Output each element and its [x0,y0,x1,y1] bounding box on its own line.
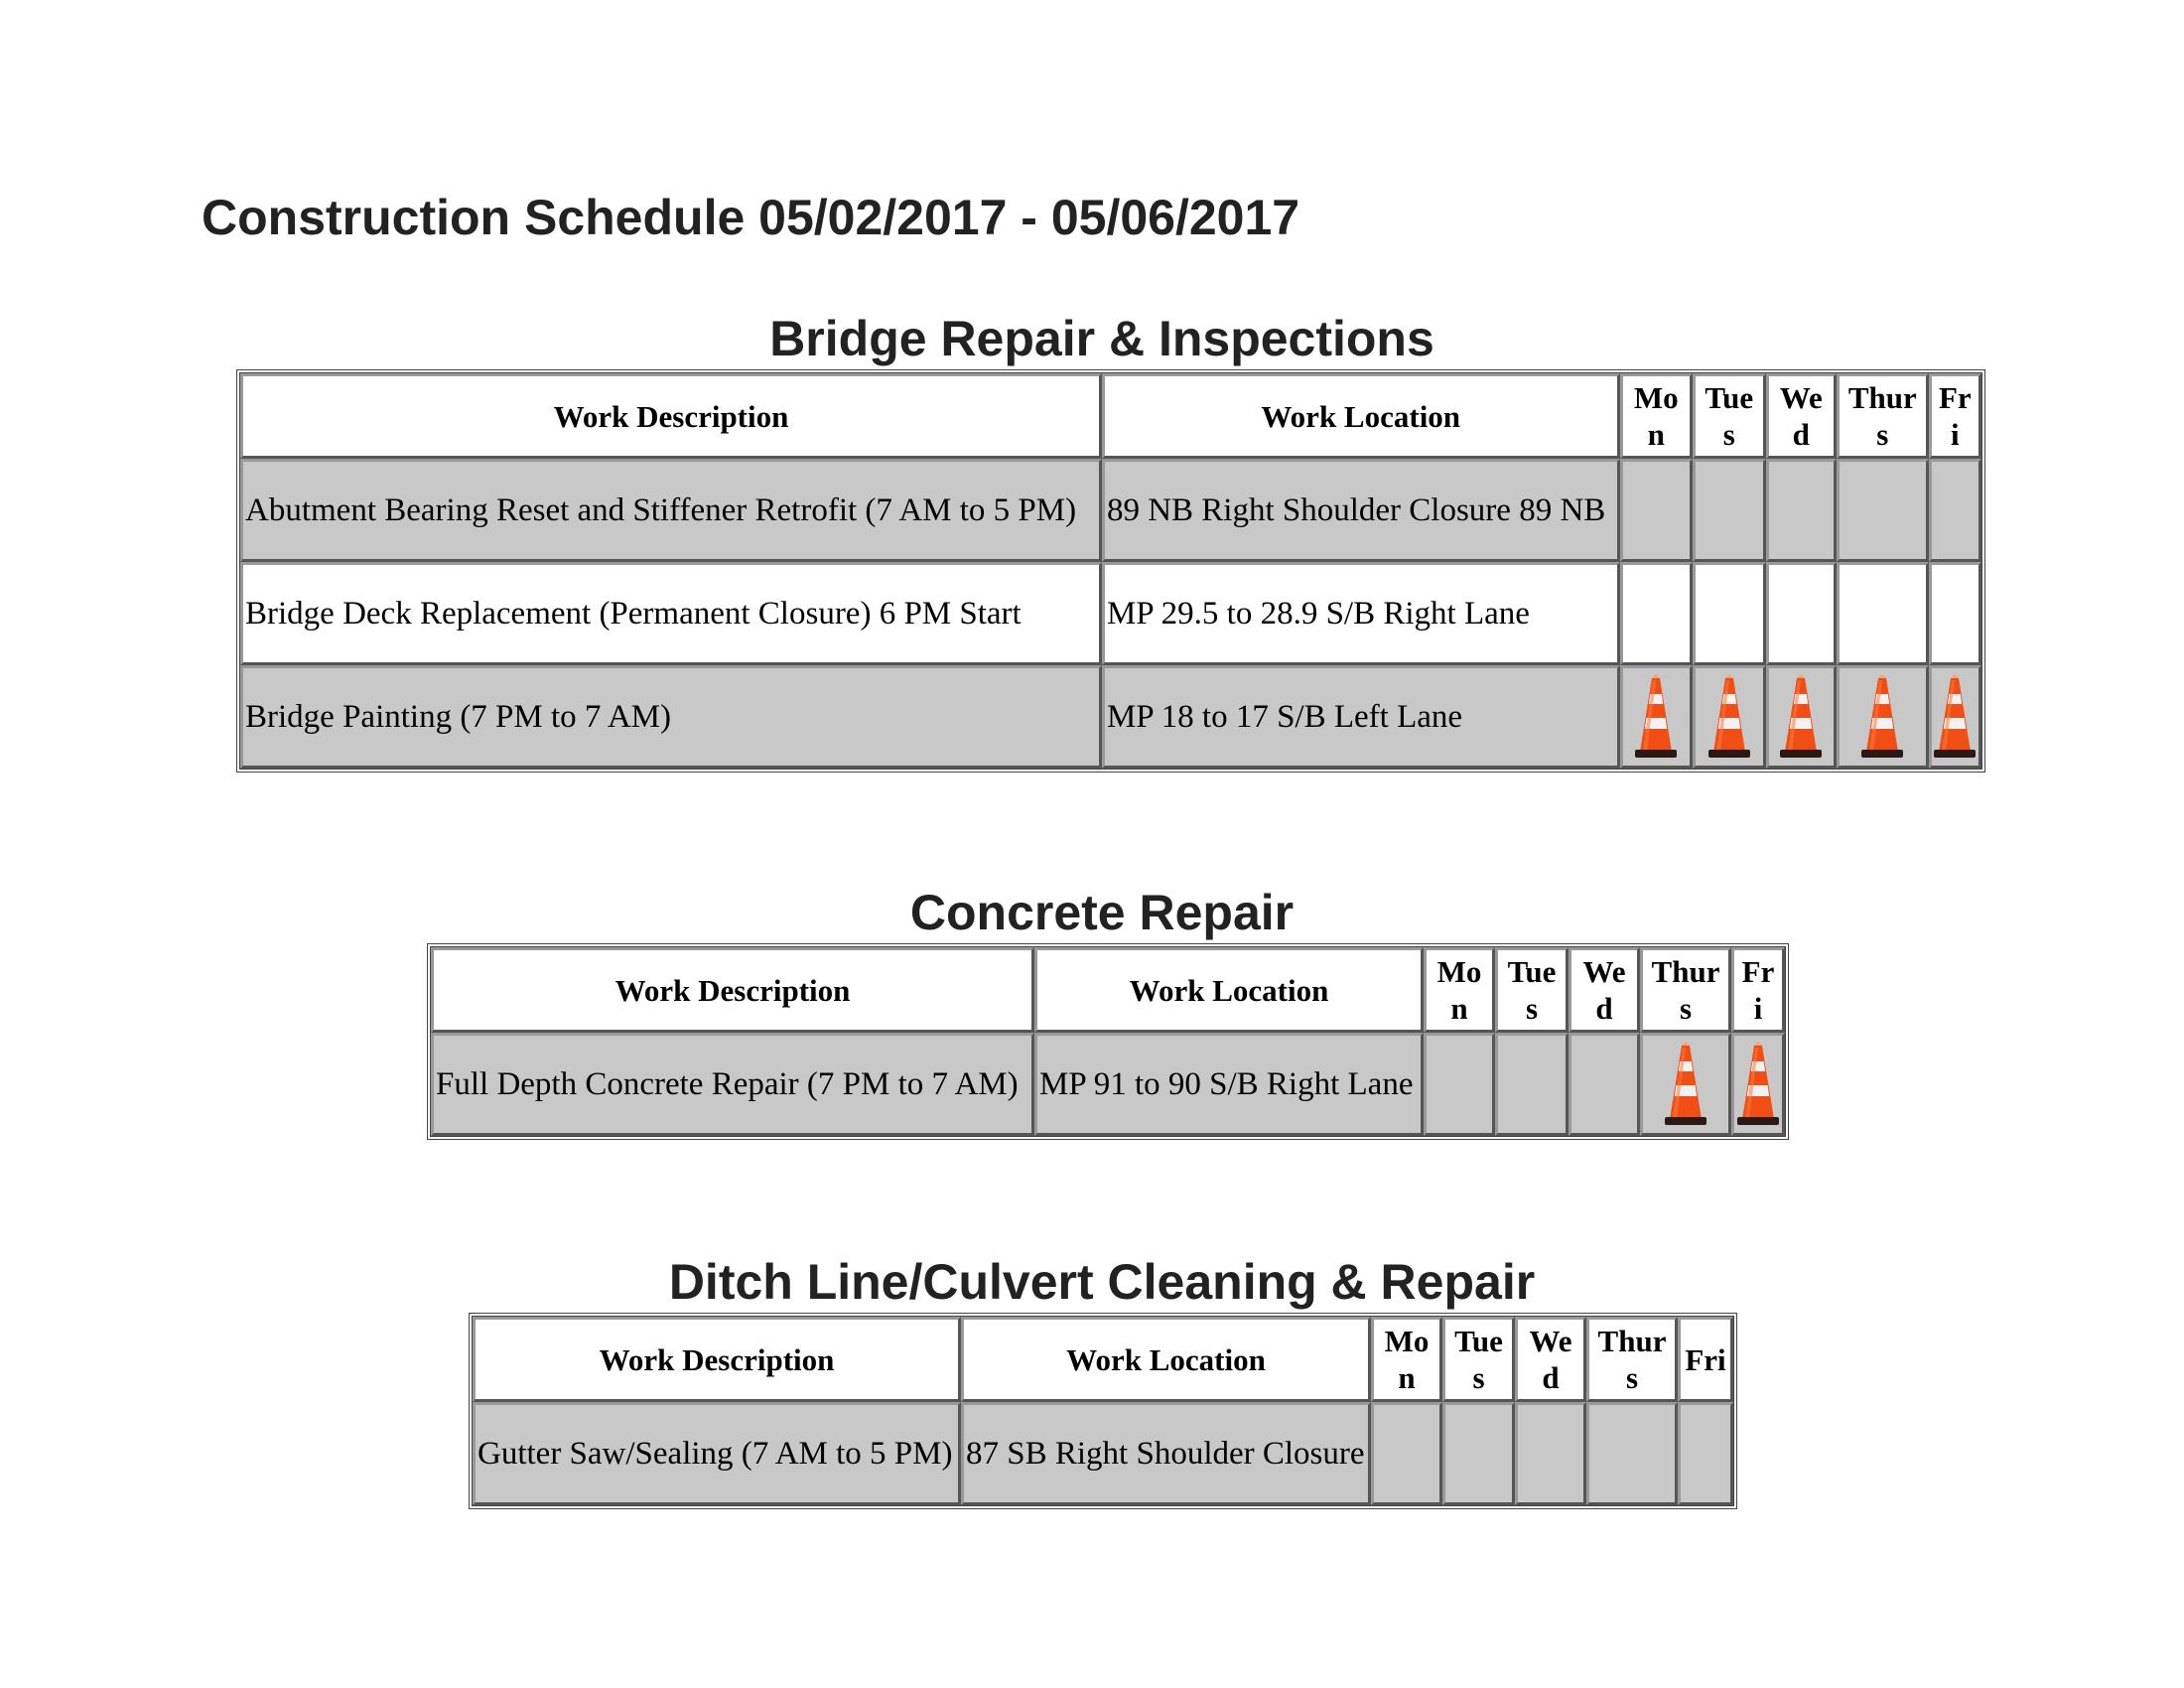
work-description-header: Work Description [473,1317,961,1402]
day-cell-mon [1620,459,1694,562]
ditch-line-table [469,1313,1737,1509]
table-row [240,459,1981,562]
work-description-cell: Abutment Bearing Reset and Stiffener Retrofit (7 AM to 5 PM) [240,459,1102,562]
section-title-bridge-repair: Bridge Repair & Inspections [769,311,1434,366]
day-cell-mon [1424,1033,1495,1136]
work-description-cell: Bridge Deck Replacement (Permanent Closure) 6 PM Start [240,562,1102,665]
day-cell-wed [1766,665,1837,769]
work-description-header: Work Description [240,373,1102,459]
table-row [240,562,1981,665]
day-cell-thurs [1837,665,1929,769]
day-cell-wed [1569,1033,1640,1136]
table-header-row [240,373,1981,459]
day-header-wed: Wed [1766,373,1837,459]
day-header-mon: Mon [1371,1317,1442,1402]
day-cell-tues [1693,562,1766,665]
day-cell-fri [1929,459,1981,562]
traffic-cone-icon [1696,672,1763,762]
day-header-fri: Fri [1731,947,1785,1033]
table-row [473,1402,1733,1505]
day-cell-tues [1495,1033,1569,1136]
work-location-cell: MP 18 to 17 S/B Left Lane [1102,665,1620,769]
day-header-wed: Wed [1515,1317,1586,1402]
work-description-header: Work Description [431,947,1034,1033]
traffic-cone-icon [1623,672,1691,762]
day-header-thurs: Thurs [1586,1317,1678,1402]
day-header-wed: Wed [1569,947,1640,1033]
concrete-repair-table [427,943,1789,1140]
work-location-cell: MP 91 to 90 S/B Right Lane [1034,1033,1424,1136]
day-cell-fri [1929,665,1981,769]
day-cell-mon [1620,562,1694,665]
day-cell-thurs [1640,1033,1731,1136]
day-cell-fri [1929,562,1981,665]
day-cell-fri [1678,1402,1733,1505]
day-cell-thurs [1586,1402,1678,1505]
day-cell-fri [1731,1033,1785,1136]
day-header-thurs: Thurs [1837,373,1929,459]
day-header-thurs: Thurs [1640,947,1731,1033]
traffic-cone-icon [1840,672,1926,762]
work-location-cell: 87 SB Right Shoulder Closure [961,1402,1371,1505]
day-cell-mon [1620,665,1694,769]
work-location-header: Work Location [1102,373,1620,459]
day-header-tues: Tues [1693,373,1766,459]
work-description-cell: Gutter Saw/Sealing (7 AM to 5 PM) [473,1402,961,1505]
work-location-header: Work Location [1034,947,1424,1033]
table-header-row [473,1317,1733,1402]
traffic-cone-icon [1932,672,1979,762]
day-cell-thurs [1837,459,1929,562]
day-cell-thurs [1837,562,1929,665]
day-cell-mon [1371,1402,1442,1505]
work-location-cell: MP 29.5 to 28.9 S/B Right Lane [1102,562,1620,665]
day-cell-wed [1766,562,1837,665]
table-row [240,665,1981,769]
section-title-ditch-line: Ditch Line/Culvert Cleaning & Repair [668,1254,1536,1310]
day-header-tues: Tues [1495,947,1569,1033]
day-cell-wed [1515,1402,1586,1505]
day-header-fri: Fri [1678,1317,1733,1402]
day-cell-tues [1693,459,1766,562]
day-header-fri: Fri [1929,373,1981,459]
work-description-cell: Bridge Painting (7 PM to 7 AM) [240,665,1102,769]
traffic-cone-icon [1643,1040,1728,1129]
table-row [431,1033,1785,1136]
traffic-cone-icon [1769,672,1834,762]
page-title: Construction Schedule 05/02/2017 - 05/06/2017 [202,190,1300,245]
work-description-cell: Full Depth Concrete Repair (7 PM to 7 AM) [431,1033,1034,1136]
work-location-header: Work Location [961,1317,1371,1402]
day-header-mon: Mon [1424,947,1495,1033]
bridge-repair-table [236,369,1985,773]
day-header-mon: Mon [1620,373,1694,459]
day-header-tues: Tues [1442,1317,1515,1402]
traffic-cone-icon [1734,1040,1782,1129]
day-cell-tues [1442,1402,1515,1505]
table-header-row [431,947,1785,1033]
day-cell-wed [1766,459,1837,562]
day-cell-tues [1693,665,1766,769]
work-location-cell: 89 NB Right Shoulder Closure 89 NB [1102,459,1620,562]
section-title-concrete-repair: Concrete Repair [909,885,1295,940]
